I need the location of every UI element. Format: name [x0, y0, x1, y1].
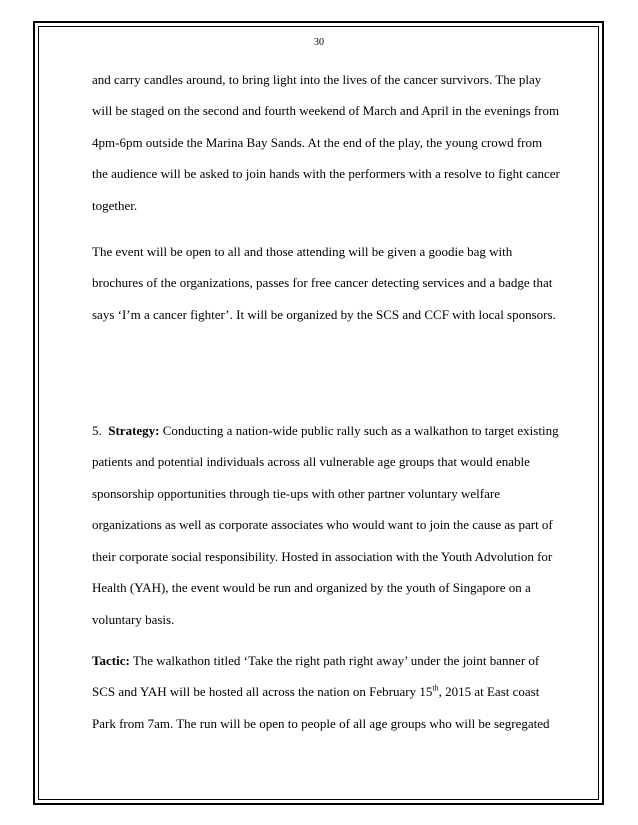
- tactic-label: Tactic:: [92, 653, 130, 668]
- text-line: their corporate social responsibility. Hosted in association with the Youth Advolution for: [92, 549, 553, 564]
- text-line: Park from 7am. The run will be open to people of all age groups who will be segregated: [92, 716, 550, 731]
- text-line: Conducting a nation-wide public rally such as a walkathon to target existing: [162, 423, 559, 438]
- text-line: and carry candles around, to bring light into the lives of the cancer survivors. The play: [92, 72, 542, 87]
- strategy-label: Strategy:: [108, 423, 160, 438]
- date-superscript: th: [432, 683, 439, 693]
- text-line-tail: , 2015 at East coast: [438, 684, 540, 699]
- tactic-first-line: [92, 654, 539, 667]
- text-line: the audience will be asked to join hands with the performers with a resolve to fight cancer: [92, 166, 560, 181]
- text-line: Health (YAH), the event would be run and organized by the youth of Singapore on a: [92, 580, 531, 595]
- text-line: The event will be open to all and those attending will be given a goodie bag with: [92, 244, 513, 259]
- tactic-date-line: [92, 685, 539, 698]
- text-line: patients and potential individuals across all vulnerable age groups that would enable: [92, 454, 530, 469]
- text-line: voluntary basis.: [92, 612, 175, 627]
- strategy-first-line: [92, 424, 559, 437]
- list-number: 5.: [92, 423, 102, 438]
- text-line: The walkathon titled ‘Take the right path right away’ under the joint banner of: [132, 653, 540, 668]
- text-line: says ‘I’m a cancer fighter’. It will be organized by the SCS and CCF with local sponsors.: [92, 307, 556, 322]
- text-line: SCS and YAH will be hosted all across the nation on February 15: [92, 684, 433, 699]
- text-line: brochures of the organizations, passes for free cancer detecting services and a badge that: [92, 275, 553, 290]
- text-line: will be staged on the second and fourth weekend of March and April in the evenings from: [92, 103, 560, 118]
- text-line: organizations as well as corporate associates who would want to join the cause as part of: [92, 517, 553, 532]
- page-number: 30: [314, 37, 324, 48]
- text-line: sponsorship opportunities through tie-ups with other partner voluntary welfare: [92, 486, 500, 501]
- text-line: 4pm-6pm outside the Marina Bay Sands. At the end of the play, the young crowd from: [92, 135, 543, 150]
- text-line: together.: [92, 198, 138, 213]
